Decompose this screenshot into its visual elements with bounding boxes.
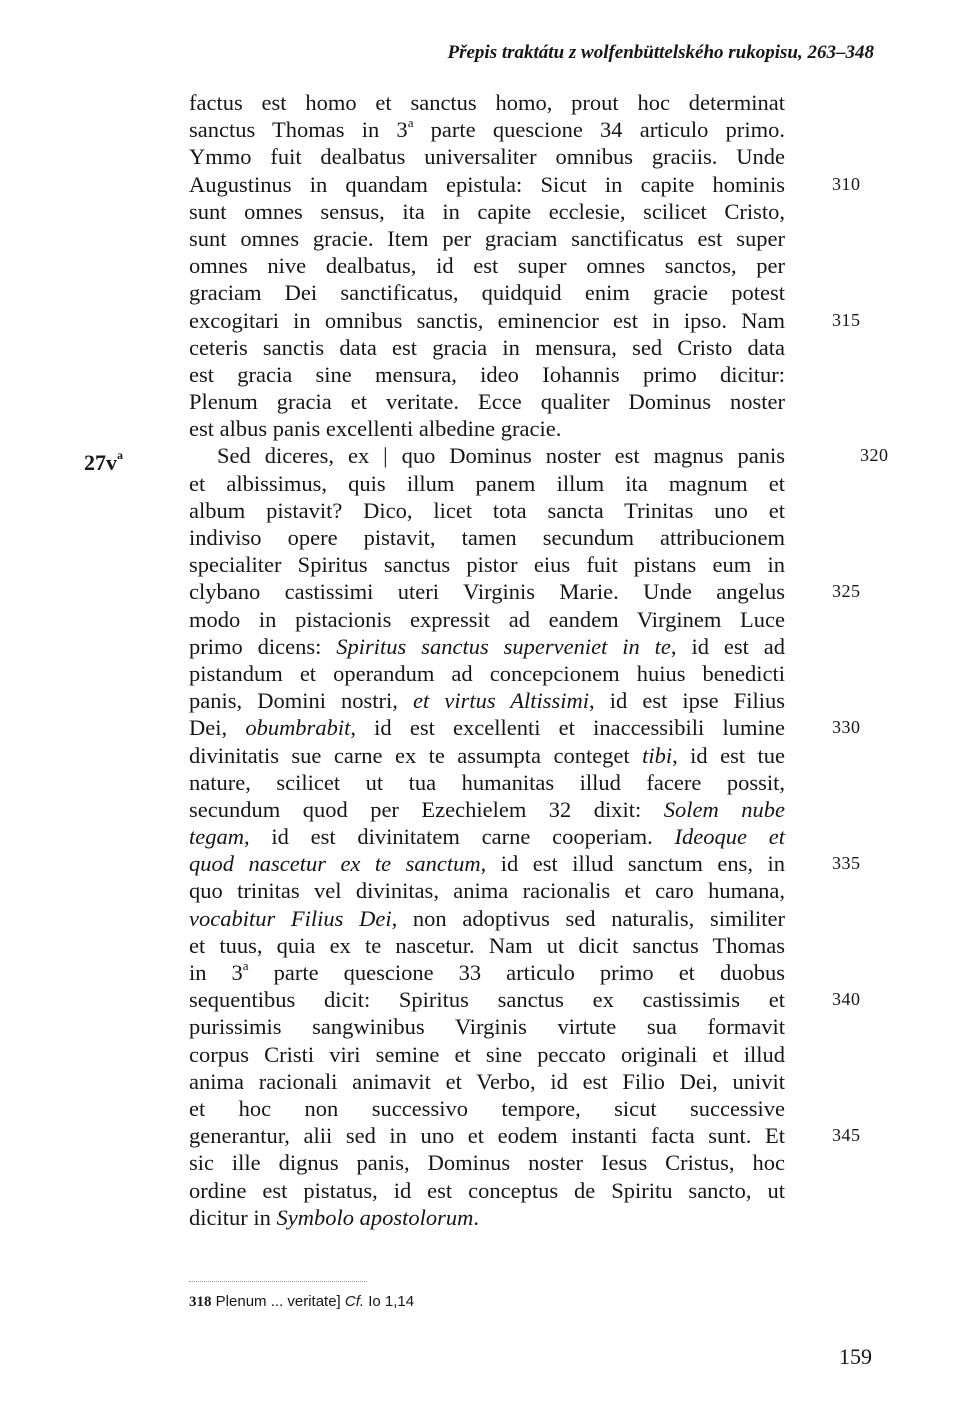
text-line [189, 143, 785, 170]
text-line [189, 850, 861, 877]
text-line [189, 687, 785, 714]
text-segment: Augustinus in quandam epistula: Sicut in capite hominis [189, 171, 785, 197]
italic-quotation: Ideoque et [674, 824, 785, 850]
text-line [189, 1122, 861, 1149]
text-segment: factus est homo et sanctus homo, prout hoc determinat [189, 90, 785, 115]
text-segment: excogitari in omnibus sanctis, eminencior est in ipso. Nam [189, 307, 785, 333]
text-line [189, 252, 785, 279]
text-segment: specialiter Spiritus sanctus pistor eius fuit pistans eum in [189, 552, 785, 578]
text-segment: pistandum et operandum ad concepcionem huius benedicti [189, 660, 785, 686]
text-line [189, 1149, 785, 1176]
text-segment: indiviso opere pistavit, tamen secundum attribucionem [189, 525, 785, 550]
text-line [189, 769, 785, 796]
text-segment: ceteris sanctis data est gracia in mensura, sed Cristo data [189, 334, 785, 360]
text-line [189, 361, 785, 388]
footnote [189, 1293, 414, 1311]
text-line [189, 1013, 785, 1040]
text-segment: Sed diceres, ex | quo Dominus noster est magnus panis [217, 443, 785, 469]
text-segment: dicitur in [189, 1204, 277, 1230]
line-number: 340 [832, 989, 861, 1010]
text-segment: , id est divinitatem carne cooperiam. [244, 824, 675, 850]
text-segment: Dei, [189, 715, 246, 741]
text-line [189, 877, 785, 904]
italic-quotation: Symbolo apostolorum [276, 1204, 474, 1230]
text-segment: album pistavit? Dico, licet tota sancta Trinitas uno et [189, 497, 785, 523]
italic-quotation: vocabitur Filius Dei [189, 905, 392, 931]
text-segment: in 3 [189, 960, 243, 985]
running-head: Přepis traktátu z wolfenbüttelského rukopisu, 263–348 [447, 42, 874, 63]
text-segment: et albissimus, quis illum panem illum ita magnum et [189, 470, 785, 496]
text-line [189, 334, 785, 361]
text-line [189, 198, 785, 225]
text-line [189, 497, 785, 524]
text-segment: . [473, 1204, 479, 1230]
text-segment: nature, scilicet ut tua humanitas illud facere possit, [189, 769, 785, 795]
page-number: 159 [839, 1344, 872, 1369]
folio-marker [84, 449, 123, 476]
text-line [189, 415, 785, 442]
text-segment: primo dicens: [189, 633, 337, 659]
folio-marker-label: 27v [84, 450, 117, 475]
text-line [189, 606, 785, 633]
text-segment: omnes nive dealbatus, id est super omnes sanctos, per [189, 253, 785, 279]
italic-quotation: obumbrabit [245, 715, 351, 741]
text-segment: generantur, alii sed in uno et eodem instanti facta sunt. Et [189, 1123, 785, 1149]
text-segment: ordine est pistatus, id est conceptus de Spiritu sancto, ut [189, 1177, 785, 1203]
text-line [189, 470, 785, 497]
text-segment: , id est tue [672, 742, 786, 768]
text-segment: sic ille dignus panis, Dominus noster Iesus Cristus, hoc [189, 1150, 785, 1176]
text-line [189, 905, 785, 932]
italic-quotation: et virtus Altissimi [413, 688, 590, 714]
text-line [189, 714, 861, 741]
text-segment: Plenum gracia et veritate. Ecce qualiter Dominus noster [189, 389, 785, 415]
text-line [189, 551, 785, 578]
italic-quotation: Spiritus sanctus superveniet in te [336, 633, 671, 659]
text-line [189, 388, 785, 415]
text-segment: , id est ad [670, 633, 785, 659]
superscript: a [242, 957, 249, 973]
text-line [189, 986, 861, 1013]
text-segment: est albus panis excellenti albedine gracie. [189, 416, 562, 442]
text-segment: secundum quod per Ezechielem 32 dixit: [189, 796, 664, 822]
line-number: 345 [832, 1125, 861, 1146]
text-segment: corpus Cristi viri semine et sine peccato originali et illud [189, 1041, 785, 1067]
text-segment: purissimis sangwinibus Virginis virtute sua formavit [189, 1014, 785, 1040]
text-segment: sunt omnes gracie. Item per graciam sanctificatus est super [189, 225, 785, 251]
text-line [189, 1041, 785, 1068]
line-number: 330 [832, 717, 861, 738]
transcription-text [189, 89, 889, 1231]
text-segment: et hoc non successivo tempore, sicut successive [189, 1095, 785, 1121]
line-number: 335 [832, 853, 861, 874]
text-line [189, 823, 785, 850]
text-segment: est gracia sine mensura, ideo Iohannis primo dicitur: [189, 361, 785, 387]
text-line [189, 1095, 785, 1122]
text-segment: sequentibus dicit: Spiritus sanctus ex castissimis et [189, 987, 785, 1013]
text-line [189, 171, 861, 198]
text-segment: graciam Dei sanctificatus, quidquid enim gracie potest [189, 280, 785, 306]
superscript: a [407, 114, 414, 130]
text-line [189, 116, 785, 143]
text-segment: et tuus, quia ex te nascetur. Nam ut dicit sanctus Thomas [189, 932, 785, 958]
text-segment: modo in pistacionis expressit ad eandem Virginem Luce [189, 606, 785, 632]
text-line [189, 796, 785, 823]
line-number: 315 [832, 309, 861, 330]
text-line [189, 578, 861, 605]
text-segment: clybano castissimi uteri Virginis Marie. Unde angelus [189, 579, 785, 605]
footnote-lemma: Plenum ... veritate] [215, 1293, 341, 1310]
italic-quotation: tibi [642, 742, 673, 768]
line-number: 310 [832, 173, 861, 194]
text-line [189, 442, 889, 469]
text-segment: panis, Domini nostri, [189, 688, 414, 714]
text-line [189, 307, 861, 334]
text-line [189, 633, 785, 660]
text-segment: anima racionali animavit et Verbo, id est Filio Dei, univit [189, 1068, 785, 1094]
text-line [189, 1068, 785, 1095]
folio-marker-sup: a [117, 447, 123, 462]
text-segment: divinitatis sue carne ex te assumpta conteget [189, 742, 643, 768]
footnote-number: 318 [189, 1294, 212, 1310]
line-number: 325 [832, 581, 861, 602]
footnote-cf: Cf. [344, 1293, 365, 1310]
text-segment: , id est excellenti et inaccessibili lumine [350, 715, 785, 741]
text-segment: parte quescione 34 articulo primo. [413, 117, 785, 143]
text-segment: quo trinitas vel divinitas, anima racionalis et caro humana, [189, 878, 785, 904]
text-segment: , id est illud sanctum ens, in [480, 851, 785, 877]
italic-quotation: tegam [189, 824, 244, 850]
text-segment: sunt omnes sensus, ita in capite ecclesie, scilicet Cristo, [189, 198, 785, 224]
footnote-rule [189, 1281, 367, 1282]
line-number: 320 [860, 445, 889, 466]
footnote-ref: Io 1,14 [368, 1293, 415, 1310]
italic-quotation: quod nascetur ex te sanctum [189, 851, 481, 877]
text-line [189, 959, 785, 986]
text-segment: parte quescione 33 articulo primo et duobus [248, 960, 785, 985]
text-line [189, 742, 785, 769]
text-segment: Ymmo fuit dealbatus universaliter omnibus graciis. Unde [189, 144, 785, 170]
text-line [189, 660, 785, 687]
italic-quotation: Solem nube [663, 796, 785, 822]
text-line [189, 89, 785, 116]
text-segment: , non adoptivus sed naturalis, similiter [391, 905, 785, 931]
text-line [189, 524, 785, 551]
text-line [189, 932, 785, 959]
text-line [189, 1177, 785, 1204]
text-line [189, 1204, 785, 1231]
text-line [189, 279, 785, 306]
text-line [189, 225, 785, 252]
text-segment: sanctus Thomas in 3 [189, 117, 408, 143]
text-segment: , id est ipse Filius [589, 688, 786, 714]
